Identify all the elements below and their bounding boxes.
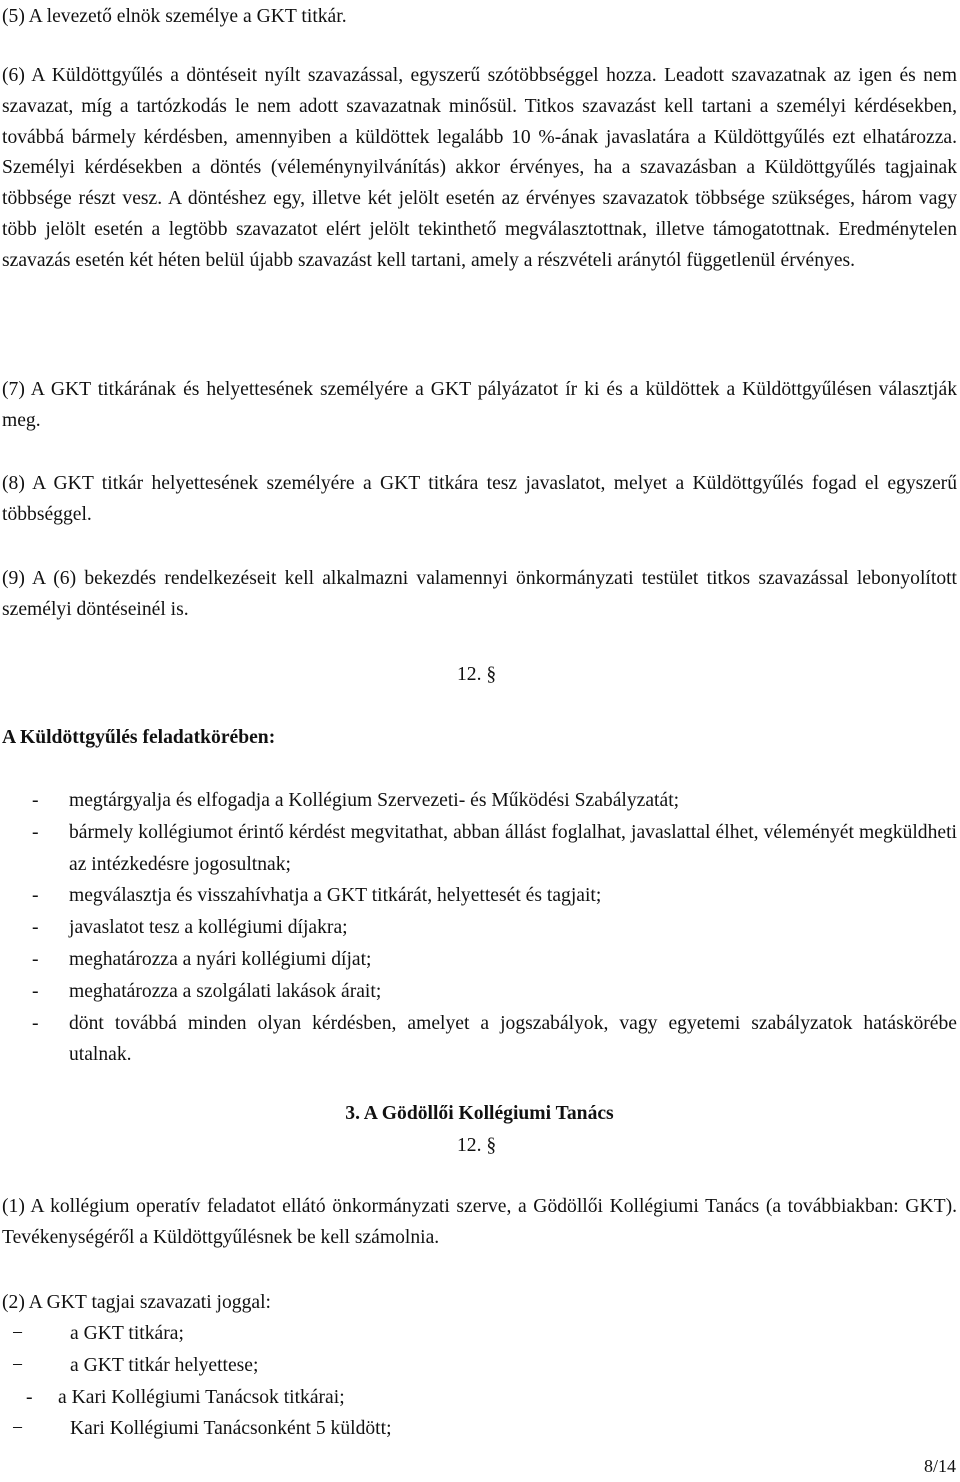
list-item <box>32 912 957 944</box>
list-item-text: dönt továbbá minden olyan kérdésben, amelyet a jogszabályok, vagy egyetemi szabályzatok hatáskörébe utalnak. <box>69 1012 957 1066</box>
list-dash: - <box>26 1386 33 1408</box>
council-paragraph-1 <box>2 1192 957 1254</box>
list-item-text: a Kari Kollégiumi Tanácsok titkárai; <box>58 1386 345 1408</box>
list-item <box>12 1413 612 1445</box>
list-item-text: megválasztja és visszahívhatja a GKT titkárát, helyettesét és tagjait; <box>69 885 602 907</box>
list-dash: - <box>32 917 39 939</box>
list-item-text: bármely kollégiumot érintő kérdést megvitathat, abban állást foglalhat, javaslattal élhet, véleményét megküldheti az intézkedésre jogosultnak; <box>69 821 957 875</box>
list-dash: - <box>32 821 39 843</box>
list-dash: − <box>12 1354 24 1376</box>
list-item <box>12 1350 612 1382</box>
paragraph-5 <box>2 2 957 33</box>
list-item-text: a GKT titkára; <box>70 1323 184 1344</box>
paragraph-8 <box>2 469 957 531</box>
paragraph-6-text: (6) A Küldöttgyűlés a döntéseit nyílt szavazással, egyszerű szótöbbséggel hozza. Leadott szavazatnak az igen és nem szavazat, míg a tartózkodás le nem adott szavazatnak minősül. Titkos szavazást kell tartani a személyi kérdésekben, továbbá bármely kérdésben, amennyiben a küldöttek legalább 10 %-ának javaslatára a Küldöttgyűlés ezt elhatározza. Személyi kérdésekben a döntés (véleménynyilvánítás) akkor érvényes, ha a szavazásban a Küldöttgyűlés tagjainak többsége részt vesz. A döntéshez egy, illetve két jelölt esetén az érvényes szavazatok többsége szükséges, három vagy több jelölt esetén a legtöbb szavazatot elért jelölt tekinthető megválasztottnak, illetve támogatottnak. Eredménytelen szavazás esetén két héten belül újabb szavazást kell tartani, amely a részvételi aránytól függetlenül érvényes. <box>2 65 957 271</box>
assembly-duties-list <box>32 785 957 1071</box>
list-dash: - <box>32 980 39 1002</box>
council-paragraph-1-text: (1) A kollégium operatív feladatot ellátó önkormányzati szerve, a Gödöllői Kollégiumi Tanács (a továbbiakban: GKT). Tevékenységéről a Küldöttgyűlésnek be kell számolnia. <box>2 1196 957 1248</box>
section-3-heading: 3. A Gödöllői Kollégiumi Tanács <box>345 1103 614 1124</box>
paragraph-7-text: (7) A GKT titkárának és helyettesének személyére a GKT pályázatot ír ki és a küldöttek a Küldöttgyűlésen választják meg. <box>2 379 957 431</box>
list-dash: - <box>32 948 39 970</box>
paragraph-8-text: (8) A GKT titkár helyettesének személyére a GKT titkára tesz javaslatot, melyet a Küldöttgyűlés fogad el egyszerű többséggel. <box>2 473 957 525</box>
list-item <box>32 785 957 817</box>
list-item-text: meghatározza a nyári kollégiumi díjat; <box>69 948 372 970</box>
list-item <box>32 817 957 881</box>
list-item <box>32 1008 957 1072</box>
list-item-text: meghatározza a szolgálati lakások árait; <box>69 980 382 1002</box>
assembly-duties-heading: A Küldöttgyűlés feladatkörében: <box>2 727 276 748</box>
paragraph-6 <box>2 61 957 277</box>
list-item <box>32 944 957 976</box>
list-item-text: megtárgyalja és elfogadja a Kollégium Szervezeti- és Működési Szabályzatát; <box>69 790 680 811</box>
list-item <box>32 880 957 912</box>
list-dash: - <box>32 885 39 907</box>
council-paragraph-2: (2) A GKT tagjai szavazati joggal: <box>2 1292 271 1313</box>
list-dash: − <box>12 1418 24 1440</box>
section-sign: § <box>486 664 497 685</box>
section-12-marker <box>457 660 557 691</box>
section-3-12-number: 12. <box>457 1135 482 1156</box>
section-12-number: 12. <box>457 664 482 685</box>
list-item <box>12 1318 612 1350</box>
list-dash: − <box>12 1323 24 1344</box>
page-number: 8/14 <box>923 1456 956 1476</box>
paragraph-9 <box>2 564 957 626</box>
list-dash: - <box>32 1012 39 1034</box>
list-item-text: javaslatot tesz a kollégiumi díjakra; <box>69 917 348 939</box>
council-members-list <box>12 1318 612 1445</box>
paragraph-5-text: (5) A levezető elnök személye a GKT titkár. <box>2 6 347 27</box>
list-dash: - <box>32 790 39 811</box>
section-3-12-marker <box>457 1131 557 1162</box>
list-item-text: a GKT titkár helyettese; <box>70 1354 259 1376</box>
paragraph-7 <box>2 375 957 437</box>
section-3-section-sign: § <box>486 1135 497 1156</box>
paragraph-9-text: (9) A (6) bekezdés rendelkezéseit kell alkalmazni valamennyi önkormányzati testület titkos szavazással lebonyolított személyi döntéseinél is. <box>2 568 957 620</box>
list-item <box>32 976 957 1008</box>
list-item-text: Kari Kollégiumi Tanácsonként 5 küldött; <box>70 1418 392 1440</box>
list-item <box>12 1382 612 1414</box>
